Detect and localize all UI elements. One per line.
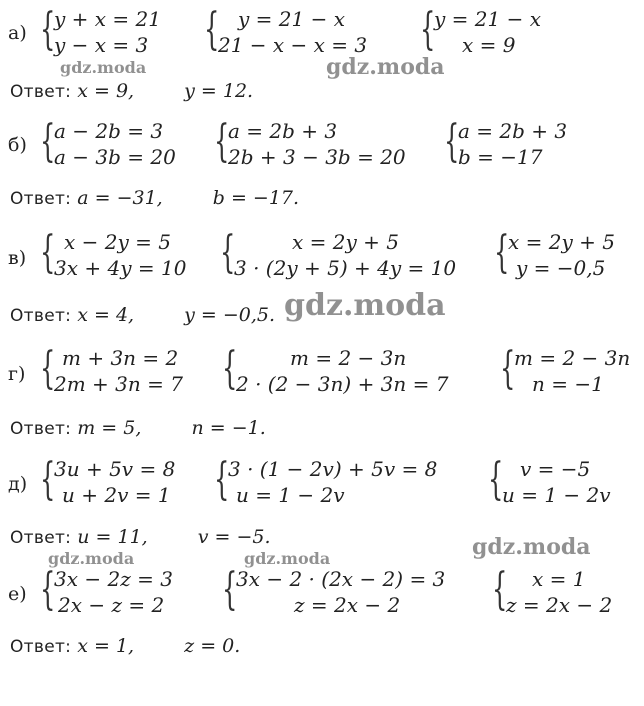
- equation: y = 21 − x: [238, 7, 345, 31]
- answer-v: [10, 304, 275, 327]
- brace-icon: {: [214, 454, 230, 505]
- brace-icon: {: [488, 454, 504, 505]
- brace-icon: {: [40, 564, 56, 615]
- equation: 21 − x − x = 3: [218, 33, 368, 57]
- equation: a = 2b + 3: [458, 119, 568, 143]
- equation: z = 2x − 2: [506, 593, 613, 617]
- brace-icon: {: [220, 227, 236, 278]
- brace-icon: {: [40, 343, 56, 394]
- answer-value: z = 0.: [184, 635, 241, 657]
- equation: 3x − 2 · (2x − 2) = 3: [236, 567, 446, 591]
- brace-icon: {: [40, 116, 56, 167]
- answer-b: [10, 187, 299, 210]
- equation: 3 · (1 − 2v) + 5v = 8: [228, 457, 438, 481]
- equation: x = 2y + 5: [508, 230, 615, 254]
- watermark-text: gdz.moda: [472, 534, 591, 560]
- equation: y + x = 21: [54, 7, 161, 31]
- brace-icon: {: [204, 4, 220, 55]
- answer-value: x = 1,: [77, 635, 135, 657]
- problem-label-e: е): [8, 583, 27, 605]
- brace-icon: {: [444, 116, 460, 167]
- answer-d: [10, 526, 271, 549]
- equation: y = 21 − x: [434, 7, 541, 31]
- equation: 2m + 3n = 7: [54, 372, 183, 396]
- equation: u + 2v = 1: [62, 483, 171, 507]
- equation: a − 3b = 20: [54, 145, 176, 169]
- answer-e: [10, 635, 240, 658]
- equation: 3x − 2z = 3: [54, 567, 173, 591]
- brace-icon: {: [420, 4, 436, 55]
- equation: b = −17: [458, 145, 543, 169]
- answer-value: m = 5,: [77, 417, 142, 439]
- answer-value: x = 4,: [77, 304, 135, 326]
- brace-icon: {: [494, 227, 510, 278]
- equation: 2x − z = 2: [58, 593, 165, 617]
- watermark-text: gdz.moda: [284, 288, 446, 323]
- brace-icon: {: [214, 116, 230, 167]
- equation: z = 2x − 2: [294, 593, 401, 617]
- answer-value: y = 12.: [184, 80, 254, 102]
- answer-label: Ответ:: [10, 637, 72, 657]
- equation: 3 · (2y + 5) + 4y = 10: [234, 256, 457, 280]
- equation: m = 2 − 3n: [290, 346, 407, 370]
- answer-a: [10, 80, 253, 103]
- answer-value: y = −0,5.: [184, 304, 276, 326]
- answer-value: v = −5.: [197, 526, 271, 548]
- equation: 2b + 3 − 3b = 20: [228, 145, 406, 169]
- equation: y = −0,5: [516, 256, 606, 280]
- problem-label-v: в): [8, 247, 27, 269]
- watermark-text: gdz.moda: [48, 549, 135, 568]
- answer-label: Ответ:: [10, 528, 72, 548]
- problem-label-a: а): [8, 22, 27, 44]
- brace-icon: {: [222, 564, 238, 615]
- equation: x = 1: [532, 567, 586, 591]
- problem-label-d: д): [8, 473, 28, 495]
- equation: a = 2b + 3: [228, 119, 338, 143]
- answer-value: x = 9,: [77, 80, 135, 102]
- equation: m + 3n = 2: [62, 346, 179, 370]
- equation: v = −5: [520, 457, 591, 481]
- problem-label-g: г): [8, 363, 26, 385]
- equation: 3x + 4y = 10: [54, 256, 187, 280]
- answer-value: n = −1.: [191, 417, 266, 439]
- equation: 2 · (2 − 3n) + 3n = 7: [236, 372, 449, 396]
- equation: 3u + 5v = 8: [54, 457, 176, 481]
- answer-label: Ответ:: [10, 189, 72, 209]
- watermark-text: gdz.moda: [244, 549, 331, 568]
- answer-value: u = 11,: [77, 526, 148, 548]
- brace-icon: {: [40, 227, 56, 278]
- brace-icon: {: [500, 343, 516, 394]
- brace-icon: {: [40, 454, 56, 505]
- watermark-text: gdz.moda: [60, 58, 147, 77]
- equation: a − 2b = 3: [54, 119, 164, 143]
- answer-value: a = −31,: [77, 187, 163, 209]
- answer-g: [10, 417, 266, 440]
- equation: n = −1: [532, 372, 604, 396]
- equation: x − 2y = 5: [64, 230, 171, 254]
- watermark-text: gdz.moda: [326, 54, 445, 80]
- equation: x = 2y + 5: [292, 230, 399, 254]
- answer-label: Ответ:: [10, 419, 72, 439]
- brace-icon: {: [222, 343, 238, 394]
- equation: u = 1 − 2v: [502, 483, 611, 507]
- equation: m = 2 − 3n: [514, 346, 631, 370]
- brace-icon: {: [492, 564, 508, 615]
- answer-label: Ответ:: [10, 82, 72, 102]
- equation: u = 1 − 2v: [236, 483, 345, 507]
- equation: x = 9: [462, 33, 516, 57]
- brace-icon: {: [40, 4, 56, 55]
- problem-label-b: б): [8, 134, 27, 156]
- answer-label: Ответ:: [10, 306, 72, 326]
- equation: y − x = 3: [54, 33, 149, 57]
- answer-value: b = −17.: [212, 187, 300, 209]
